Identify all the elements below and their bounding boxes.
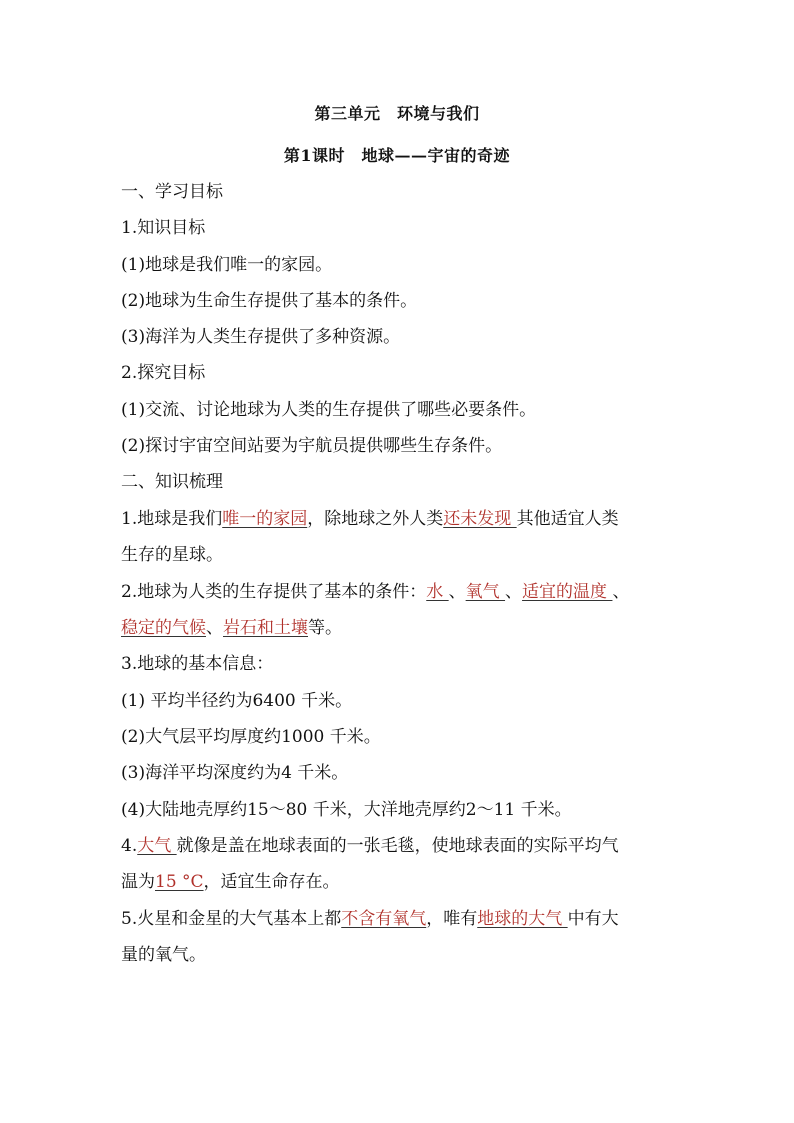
answer-blank: 稳定的气候 <box>121 618 206 638</box>
lesson-title: 第1课时 地球——宇宙的奇迹 <box>283 146 511 165</box>
unit-title: 第三单元 环境与我们 <box>314 104 480 123</box>
review-point-5-line-1 <box>121 908 619 930</box>
review-point-3-heading: 3.地球的基本信息： <box>121 654 274 674</box>
text: 、 <box>448 582 466 602</box>
text: 2.地球为人类的生存提供了基本的条件： <box>121 582 427 602</box>
section-heading-objectives: 一、学习目标 <box>121 182 223 202</box>
text: 其他适宜人类 <box>516 509 619 529</box>
answer-blank: 大气 <box>137 836 177 856</box>
review-point-5-line-2: 量的氧气。 <box>121 945 206 965</box>
knowledge-item-2: (2)地球为生命生存提供了基本的条件。 <box>121 291 418 311</box>
answer-blank: 水 <box>426 582 449 602</box>
explore-objective-heading: 2.探究目标 <box>121 363 206 383</box>
section-heading-review: 二、知识梳理 <box>121 472 223 492</box>
answer-blank: 岩石和土壤 <box>223 618 308 638</box>
text: ，唯有 <box>426 909 478 929</box>
text: 、 <box>612 582 630 602</box>
review-point-1-line-2: 生存的星球。 <box>121 545 223 565</box>
knowledge-item-1: (1)地球是我们唯一的家园。 <box>121 255 333 275</box>
answer-blank: 15 °C <box>155 872 204 892</box>
answer-blank: 氧气 <box>465 582 506 602</box>
answer-blank: 地球的大气 <box>477 909 568 929</box>
explore-item-2: (2)探讨宇宙空间站要为宇航员提供哪些生存条件。 <box>121 436 503 456</box>
review-point-1-line-1 <box>121 508 619 530</box>
answer-blank: 不含有氧气 <box>341 909 427 929</box>
earth-info-item-1: (1) 平均半径约为6400 千米。 <box>121 691 353 711</box>
text: 等。 <box>308 618 342 638</box>
explore-item-1: (1)交流、讨论地球为人类的生存提供了哪些必要条件。 <box>121 400 537 420</box>
answer-blank: 适宜的温度 <box>522 582 613 602</box>
review-point-4-line-1 <box>121 835 619 857</box>
earth-info-item-4: (4)大陆地壳厚约15～80 千米，大洋地壳厚约2～11 千米。 <box>121 800 572 820</box>
knowledge-objective-heading: 1.知识目标 <box>121 218 206 238</box>
text: 4. <box>121 836 138 856</box>
text: ，适宜生命存在。 <box>203 872 340 892</box>
knowledge-item-3: (3)海洋为人类生存提供了多种资源。 <box>121 327 401 347</box>
answer-blank: 还未发现 <box>443 509 517 529</box>
review-point-4-line-2 <box>121 871 340 893</box>
text: 1.地球是我们 <box>121 509 223 529</box>
review-point-2-line-1 <box>121 581 629 603</box>
review-point-2-line-2 <box>121 617 342 639</box>
text: 温为 <box>121 872 155 892</box>
text: 中有大 <box>567 909 619 929</box>
text: 、 <box>505 582 523 602</box>
text: 、 <box>206 618 223 638</box>
text: 就像是盖在地球表面的一张毛毯，使地球表面的实际平均气 <box>176 836 619 856</box>
text: ，除地球之外人类 <box>307 509 444 529</box>
earth-info-item-3: (3)海洋平均深度约为4 千米。 <box>121 763 349 783</box>
text: 5.火星和金星的大气基本上都 <box>121 909 342 929</box>
earth-info-item-2: (2)大气层平均厚度约1000 千米。 <box>121 727 381 747</box>
answer-blank: 唯一的家园 <box>222 509 308 529</box>
